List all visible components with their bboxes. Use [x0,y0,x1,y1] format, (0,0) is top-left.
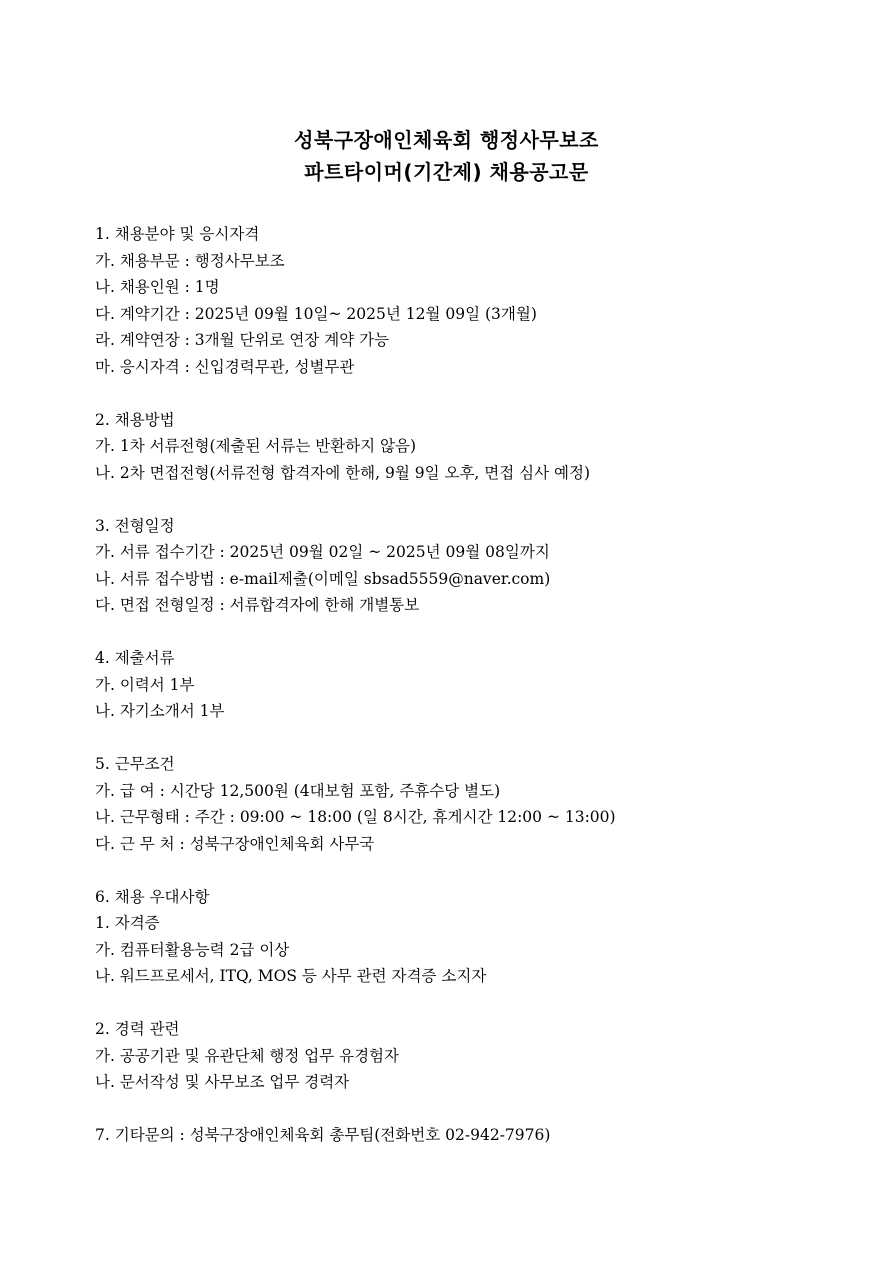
section-recruitment-field [95,221,855,380]
list-item: 가. 채용부문 : 행정사무보조 [95,251,285,270]
list-item: 가. 급 여 : 시간당 12,500원 (4대보험 포함, 주휴수당 별도) [95,781,501,800]
list-item: 가. 서류 접수기간 : 2025년 09월 02일 ~ 2025년 09월 08일까지 [95,543,550,561]
section-contact [95,1122,855,1149]
section-schedule [95,513,855,619]
title-line-2: 파트타이머(기간제) 채용공고문 [304,160,589,184]
section-heading: 5. 근무조건 [95,755,175,773]
section-documents [95,645,855,725]
list-item: 가. 이력서 1부 [95,675,195,694]
document-body [95,221,855,1175]
section-heading: 2. 채용방법 [95,410,175,429]
list-item: 나. 서류 접수방법 : e-mail제출(이메일 sbsad5559@naver.com) [95,569,551,588]
subsection-heading: 2. 경력 관련 [95,1020,180,1038]
list-item: 다. 근 무 처 : 성북구장애인체육회 사무국 [95,834,375,853]
list-item: 마. 응시자격 : 신입경력무관, 성별무관 [95,357,355,376]
subsection-heading: 1. 자격증 [95,914,160,932]
section-heading: 7. 기타문의 : 성북구장애인체육회 총무팀(전화번호 02-942-7976) [95,1126,551,1144]
list-item: 나. 근무형태 : 주간 : 09:00 ~ 18:00 (일 8시간, 휴게시간 12:00 ~ 13:00) [95,808,616,826]
title-line-1: 성북구장애인체육회 행정사무보조 [294,128,599,152]
document-title [0,124,893,188]
section-heading: 4. 제출서류 [95,649,175,667]
section-working-conditions [95,751,855,857]
list-item: 나. 워드프로세서, ITQ, MOS 등 사무 관련 자격증 소지자 [95,967,487,985]
section-experience [95,1016,855,1096]
list-item: 가. 공공기관 및 유관단체 행정 업무 유경험자 [95,1046,400,1065]
list-item: 나. 자기소개서 1부 [95,702,225,720]
section-heading: 1. 채용분야 및 응시자격 [95,225,260,243]
list-item: 나. 채용인원 : 1명 [95,278,220,296]
section-heading: 6. 채용 우대사항 [95,887,210,906]
list-item: 나. 2차 면접전형(서류전형 합격자에 한해, 9월 9일 오후, 면접 심사 예정) [95,463,591,482]
list-item: 나. 문서작성 및 사무보조 업무 경력자 [95,1073,350,1091]
list-item: 가. 컴퓨터활용능력 2급 이상 [95,940,290,959]
list-item: 다. 계약기간 : 2025년 09월 10일~ 2025년 12월 09일 (3개월) [95,304,537,323]
list-item: 라. 계약연장 : 3개월 단위로 연장 계약 가능 [95,331,390,349]
list-item: 가. 1차 서류전형(제출된 서류는 반환하지 않음) [95,437,417,455]
section-heading: 3. 전형일정 [95,516,175,535]
section-recruitment-method [95,407,855,487]
list-item: 다. 면접 전형일정 : 서류합격자에 한해 개별통보 [95,596,420,614]
section-preferences [95,884,855,990]
